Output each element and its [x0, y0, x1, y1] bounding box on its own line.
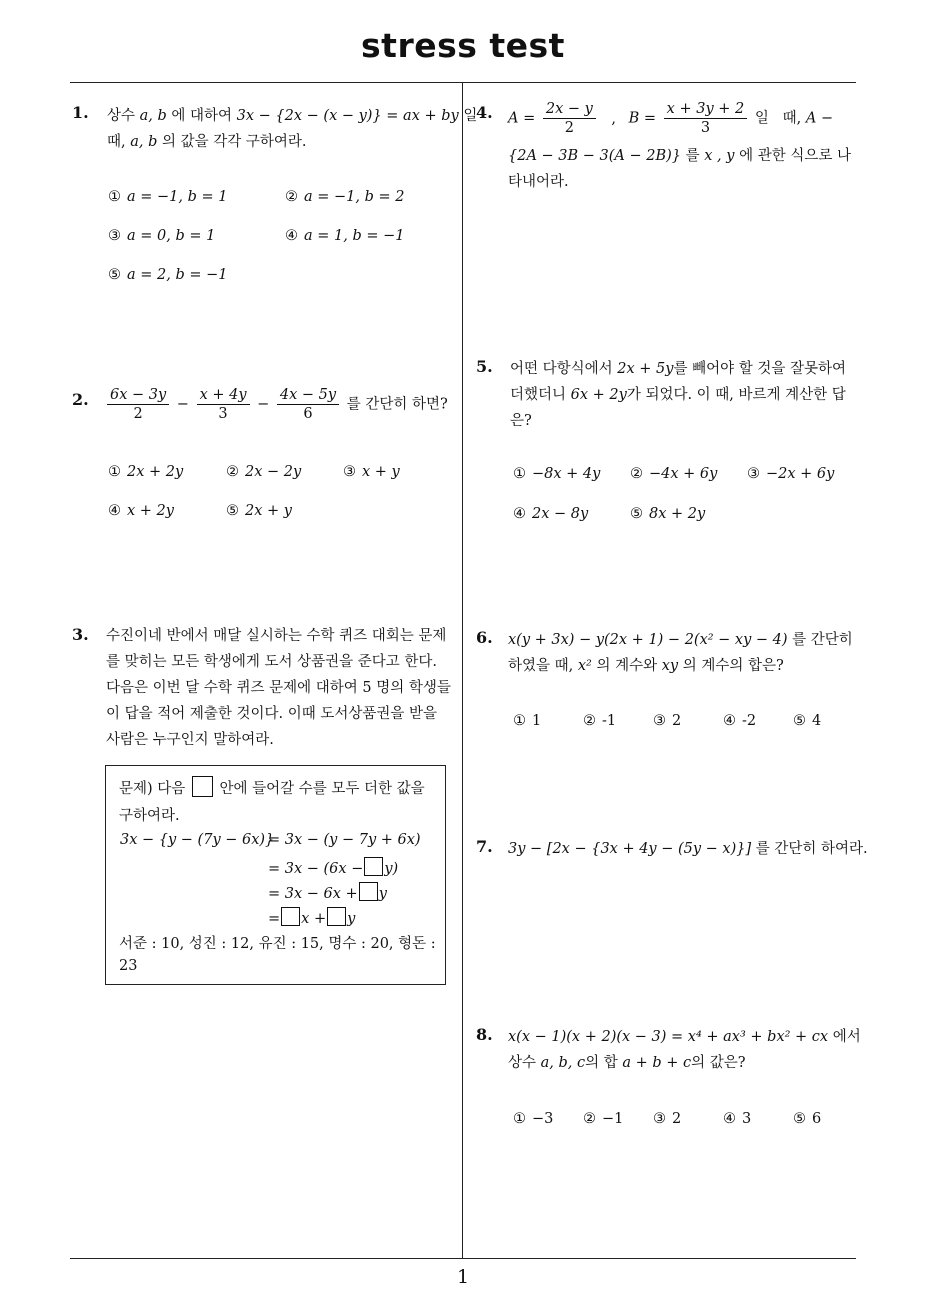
choice-5[interactable] [108, 267, 227, 283]
choice-text: a = 2, b = −1 [127, 267, 228, 283]
problem-text [508, 1051, 746, 1072]
choice-2[interactable] [583, 713, 616, 729]
math-expression: 3y − [2x − {3x + 4y − (5y − x)}] [508, 841, 752, 857]
problem-number: 8. [476, 1025, 493, 1044]
problem-text [508, 100, 833, 137]
numerator: x + 3y + 2 [664, 100, 748, 119]
problem-text [508, 1025, 861, 1046]
problem-text [107, 130, 307, 151]
problem-number: 3. [72, 625, 89, 644]
denominator: 2 [564, 120, 574, 136]
problem-number: 7. [476, 837, 493, 856]
math: y [347, 911, 356, 927]
choice-text: 2x + 2y [127, 464, 184, 480]
column-divider [462, 83, 463, 1259]
math: a, b [130, 134, 158, 150]
choice-1[interactable] [513, 713, 541, 729]
denominator: 3 [218, 406, 228, 422]
choice-marker: ② [285, 189, 298, 205]
math-expression: {2A − 3B − 3(A − 2B)} [508, 148, 682, 164]
problem-number: 1. [72, 103, 89, 122]
choice-5[interactable] [793, 1111, 821, 1127]
choice-marker: ① [108, 464, 121, 480]
choice-text: 6 [812, 1111, 822, 1127]
equation-step-3 [268, 882, 387, 902]
choice-2[interactable] [226, 464, 301, 480]
choice-text: -1 [602, 713, 617, 729]
math: x² [577, 658, 592, 674]
blank-box [192, 776, 213, 797]
fraction [197, 386, 250, 423]
text: 의 값을 각각 구하여라. [157, 134, 307, 150]
operator: − [257, 396, 270, 413]
choice-marker: ④ [285, 228, 298, 244]
equation-lhs: 3x − {y − (7y − 6x)} [120, 832, 275, 848]
choice-2[interactable] [630, 466, 717, 482]
choice-1[interactable] [108, 464, 183, 480]
problem-text [508, 654, 784, 675]
choice-marker: ② [630, 466, 643, 482]
problem-text-line: 다음은 이번 달 수학 퀴즈 문제에 대하여 5 명의 학생들 [106, 680, 451, 696]
text: 가 되었다. 이 때, 바르게 계산한 답 [626, 387, 846, 403]
math: a, b, c [540, 1055, 586, 1071]
choice-4[interactable] [108, 503, 174, 519]
choice-marker: ③ [653, 713, 666, 729]
operator: − [176, 396, 189, 413]
problem-number: 5. [476, 357, 493, 376]
math-expression: x(x − 1)(x + 2)(x − 3) = x⁴ + ax³ + bx² + cx [508, 1029, 829, 1045]
math: = 3x − (6x − [268, 861, 364, 877]
text: 를 간단히 하면? [346, 396, 448, 413]
blank-box [281, 907, 300, 926]
problem-text [104, 386, 448, 423]
denominator: 6 [303, 406, 313, 422]
problem-text [508, 628, 853, 649]
equation-step-4 [268, 907, 355, 927]
choice-text: -2 [742, 713, 757, 729]
student-answers-line2: 23 [119, 958, 138, 974]
text: 의 값은? [691, 1055, 746, 1071]
choice-2[interactable] [285, 189, 404, 205]
choice-5[interactable] [226, 503, 292, 519]
text: 일 [458, 108, 478, 124]
choice-3[interactable] [653, 713, 681, 729]
choice-marker: ③ [108, 228, 121, 244]
choice-text: a = −1, b = 1 [127, 189, 228, 205]
footer-rule [70, 1258, 856, 1259]
choice-marker: ⑤ [108, 267, 121, 283]
problem-text [510, 383, 846, 404]
choice-3[interactable] [653, 1111, 681, 1127]
page-title: stress test [361, 26, 565, 65]
problem-text-line: 를 맞히는 모든 학생에게 도서 상품권을 준다고 한다. [106, 654, 438, 670]
math: A − [805, 110, 834, 127]
blank-box [327, 907, 346, 926]
choice-text: 8x + 2y [649, 506, 706, 522]
choice-text: a = 1, b = −1 [304, 228, 405, 244]
choice-marker: ④ [723, 713, 736, 729]
box-question [119, 776, 425, 798]
choice-marker: ④ [513, 506, 526, 522]
problem-text: 은? [510, 413, 532, 429]
text: 에서 [828, 1029, 861, 1045]
math: x , y [704, 148, 735, 164]
equation-step-1: = 3x − (y − 7y + 6x) [268, 832, 421, 848]
text: 를 간단히 [787, 632, 853, 648]
choice-text: −2x + 6y [766, 466, 835, 482]
choice-text: 4 [812, 713, 822, 729]
text: 더했더니 [510, 387, 571, 403]
choice-text: 2 [672, 1111, 682, 1127]
choice-marker: ④ [108, 503, 121, 519]
choice-marker: ② [226, 464, 239, 480]
choice-3[interactable] [747, 466, 834, 482]
problem-text-line: 수진이네 반에서 매달 실시하는 수학 퀴즈 대회는 문제 [106, 628, 447, 644]
choice-1[interactable] [513, 1111, 553, 1127]
choice-marker: ⑤ [793, 1111, 806, 1127]
math: = 3x − 6x + [268, 886, 358, 902]
choice-2[interactable] [583, 1111, 623, 1127]
problem-number: 4. [476, 103, 493, 122]
problem-text [107, 104, 477, 125]
separator: , [611, 110, 617, 127]
text: 일 때, [754, 110, 802, 127]
choice-5[interactable] [630, 506, 705, 522]
text: 안에 들어갈 수를 모두 더한 값을 [219, 781, 425, 797]
text: 를 간단히 하여라. [751, 841, 868, 857]
text: 때, [107, 134, 131, 150]
math-expression: x(y + 3x) − y(2x + 1) − 2(x² − xy − 4) [508, 632, 788, 648]
choice-marker: ① [513, 1111, 526, 1127]
choice-marker: ① [513, 713, 526, 729]
choice-text: −4x + 6y [649, 466, 718, 482]
text: 문제) 다음 [119, 781, 186, 797]
choice-marker: ④ [723, 1111, 736, 1127]
problem-text-line: 사람은 누구인지 말하여라. [106, 732, 274, 748]
problem-text [510, 357, 846, 378]
choice-marker: ⑤ [793, 713, 806, 729]
choice-4[interactable] [513, 506, 588, 522]
math-expression: a + b + c [622, 1055, 692, 1071]
numerator: 2x − y [543, 100, 596, 119]
choice-marker: ③ [343, 464, 356, 480]
choice-marker: ① [513, 466, 526, 482]
choice-text: 2x + y [245, 503, 292, 519]
choice-marker: ② [583, 713, 596, 729]
fraction [107, 386, 169, 423]
choice-text: x + 2y [127, 503, 174, 519]
denominator: 3 [700, 120, 711, 136]
choice-text: 1 [532, 713, 542, 729]
student-answers: 서준 : 10, 성진 : 12, 유진 : 15, 명수 : 20, 형돈 : [119, 936, 436, 952]
numerator: 4x − 5y [277, 386, 339, 405]
choice-text: −1 [602, 1111, 624, 1127]
choice-text: 2x − 2y [245, 464, 302, 480]
choice-marker: ② [583, 1111, 596, 1127]
choice-text: −8x + 4y [532, 466, 601, 482]
choice-marker: ③ [653, 1111, 666, 1127]
text: 하였을 때, [508, 658, 578, 674]
fraction [664, 100, 748, 137]
choice-text: 3 [742, 1111, 752, 1127]
text: 를 빼어야 할 것을 잘못하여 [673, 361, 846, 377]
text: 의 계수의 합은? [678, 658, 784, 674]
numerator: x + 4y [197, 386, 250, 405]
denominator: 2 [133, 406, 143, 422]
fraction [543, 100, 596, 137]
choice-4[interactable] [723, 713, 756, 729]
math: y) [384, 861, 399, 877]
numerator: 6x − 3y [107, 386, 169, 405]
problem-text-line: 이 답을 적어 제출한 것이다. 이때 도서상품권을 받을 [106, 706, 438, 722]
choice-3[interactable] [108, 228, 215, 244]
text: 상수 [508, 1055, 541, 1071]
text: 에 관한 식으로 나 [734, 148, 851, 164]
math: x + [301, 911, 327, 927]
choice-marker: ① [108, 189, 121, 205]
choice-3[interactable] [343, 464, 400, 480]
text: 상수 [107, 108, 140, 124]
problem-number: 6. [476, 628, 493, 647]
math: A = [508, 110, 536, 127]
math-expression: 6x + 2y [570, 387, 627, 403]
math: xy [661, 658, 679, 674]
math: y [378, 886, 387, 902]
choice-1[interactable] [108, 189, 227, 205]
choice-4[interactable] [285, 228, 404, 244]
text: 의 계수와 [591, 658, 662, 674]
text: 를 [681, 148, 705, 164]
choice-4[interactable] [723, 1111, 751, 1127]
choice-text: 2x − 8y [532, 506, 589, 522]
text: 어떤 다항식에서 [510, 361, 618, 377]
header-rule [70, 82, 856, 83]
problem-number: 2. [72, 390, 89, 409]
math: = [268, 911, 281, 927]
fraction [277, 386, 339, 423]
math-expression: 2x + 5y [617, 361, 674, 377]
choice-5[interactable] [793, 713, 821, 729]
equation-step-2 [268, 857, 398, 877]
choice-1[interactable] [513, 466, 600, 482]
blank-box [359, 882, 378, 901]
text: 의 합 [585, 1055, 623, 1071]
problem-text: 타내어라. [508, 174, 569, 190]
box-question-line2: 구하여라. [119, 808, 180, 824]
math: a, b [139, 108, 167, 124]
problem-text [508, 144, 851, 165]
choice-text: x + y [362, 464, 400, 480]
math-expression: 3x − {2x − (x − y)} = ax + by [236, 108, 459, 124]
page-number: 1 [456, 1266, 470, 1288]
choice-marker: ⑤ [630, 506, 643, 522]
math: B = [628, 110, 657, 127]
choice-marker: ⑤ [226, 503, 239, 519]
choice-text: 2 [672, 713, 682, 729]
choice-text: a = −1, b = 2 [304, 189, 405, 205]
choice-text: −3 [532, 1111, 554, 1127]
choice-text: a = 0, b = 1 [127, 228, 216, 244]
choice-marker: ③ [747, 466, 760, 482]
blank-box [364, 857, 383, 876]
text: 에 대하여 [166, 108, 237, 124]
problem-text [508, 837, 868, 858]
